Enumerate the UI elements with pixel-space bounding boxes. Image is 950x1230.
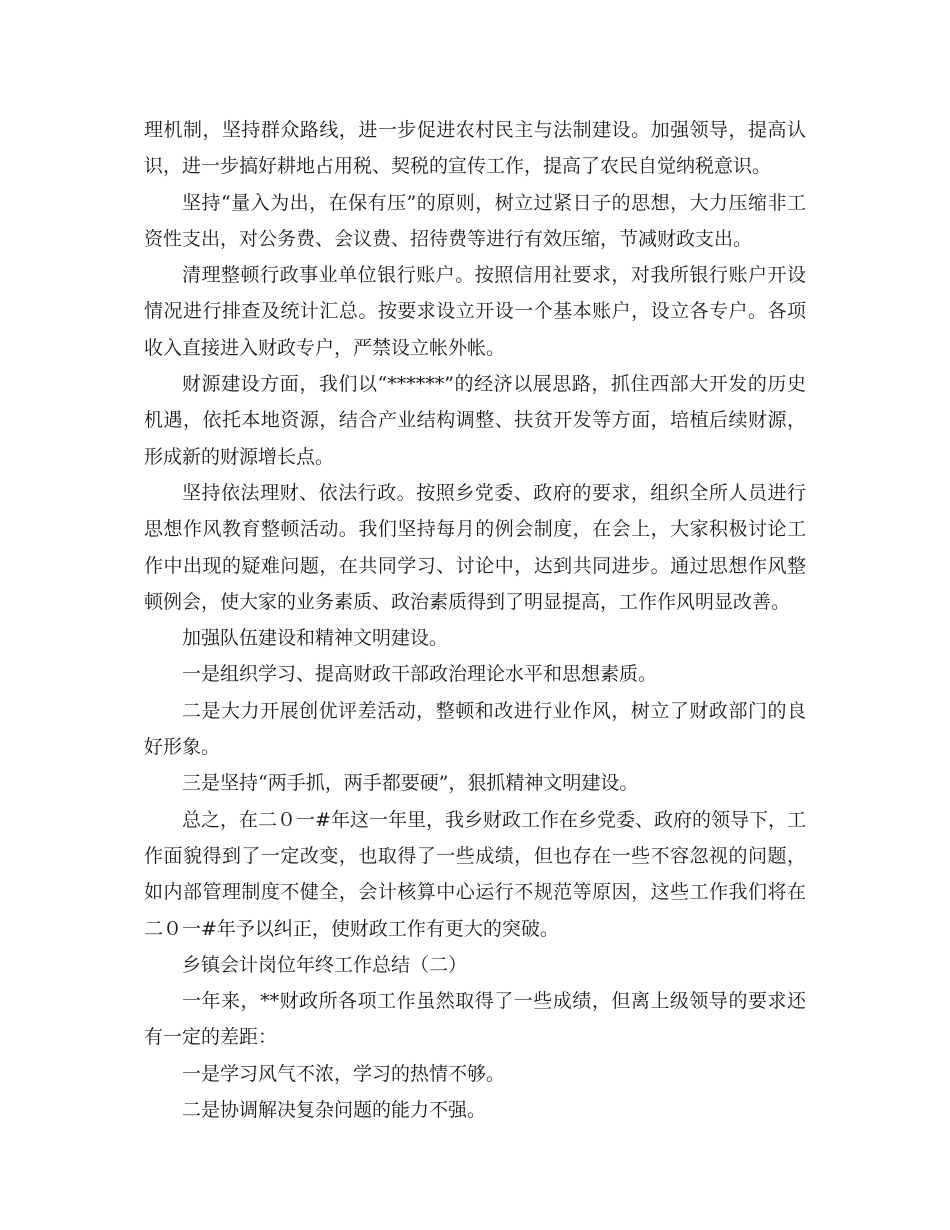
section-heading: 加强队伍建设和精神文明建设。 — [182, 627, 449, 650]
document-body — [144, 112, 806, 1128]
paragraph: 理机制，坚持群众路线，进一步促进农村民主与法制建设。加强领导，提高认识，进一步搞好耕地占用税、契税的宣传工作，提高了农民自觉纳税意识。 — [144, 119, 806, 178]
list-item: 一是组织学习、提高财政干部政治理论水平和思想素质。 — [182, 663, 658, 686]
paragraph: 总之，在二０一#年这一年里，我乡财政工作在乡党委、政府的领导下，工作面貌得到了一定改变，也取得了一些成绩，但也存在一些不容忽视的问题，如内部管理制度不健全，会计核算中心运行不规范等原因，这些工作我们将在二０一#年予以纠正，使财政工作有更大的突破。 — [144, 808, 806, 940]
list-item: 二是协调解决复杂问题的能力不强。 — [182, 1099, 487, 1122]
paragraph: 坚持“量入为出，在保有压”的原则，树立过紧日子的思想，大力压缩非工资性支出，对公务费、会议费、招待费等进行有效压缩，节减财政支出。 — [144, 191, 806, 250]
list-item: 三是坚持“两手抓，两手都要硬”，狠抓精神文明建设。 — [182, 772, 639, 795]
document-subtitle: 乡镇会计岗位年终工作总结（二） — [182, 953, 468, 976]
paragraph: 财源建设方面，我们以“******”的经济以展思路，抓住西部大开发的历史机遇，依托本地资源，结合产业结构调整、扶贫开发等方面，培植后续财源，形成新的财源增长点。 — [144, 373, 806, 468]
list-item: 二是大力开展创优评差活动，整顿和改进行业作风，树立了财政部门的良好形象。 — [144, 699, 806, 759]
list-item: 一是学习风气不浓，学习的热情不够。 — [182, 1062, 506, 1085]
paragraph: 一年来，**财政所各项工作虽然取得了一些成绩，但离上级领导的要求还有一定的差距： — [144, 990, 806, 1049]
paragraph: 清理整顿行政事业单位银行账户。按照信用社要求，对我所银行账户开设情况进行排查及统计汇总。按要求设立开设一个基本账户，设立各专户。各项收入直接进入财政专户，严禁设立帐外帐。 — [144, 264, 806, 359]
paragraph: 坚持依法理财、依法行政。按照乡党委、政府的要求，组织全所人员进行思想作风教育整顿活动。我们坚持每月的例会制度，在会上，大家积极讨论工作中出现的疑难问题，在共同学习、讨论中，达到共同进步。通过思想作风整顿例会，使大家的业务素质、政治素质得到了明显提高，工作作风明显改善。 — [144, 481, 806, 613]
